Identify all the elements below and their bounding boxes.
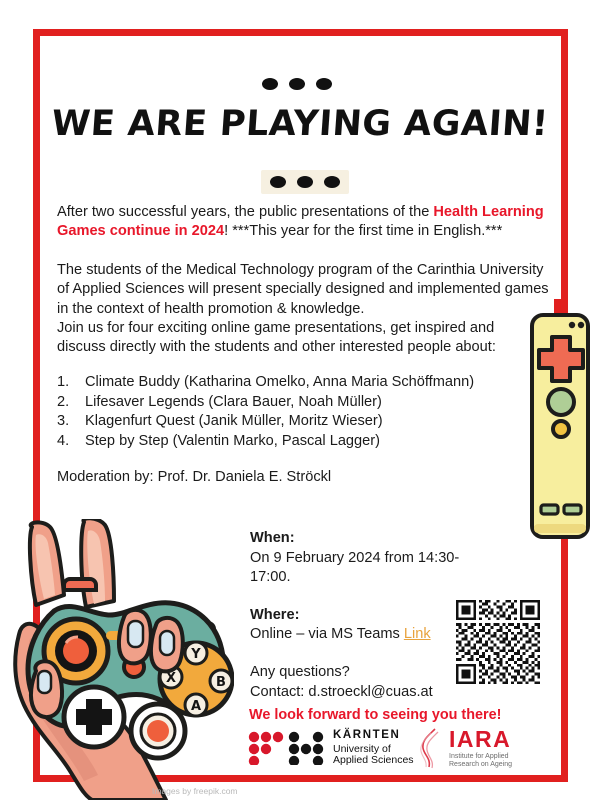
description-line: in the context of health promotion & knowledge. [57,300,365,317]
teams-link[interactable]: Link [403,626,431,643]
logo-row [248,726,558,776]
list-item-number: 4. [57,432,70,449]
wii-plus-button[interactable] [564,505,581,514]
game-list [57,373,527,451]
intro-highlight: Health Learning Games continue in 2024 [57,204,544,240]
gamepad-button-y-label: Y [191,647,201,662]
list-item-label: Climate Buddy (Katharina Omelko, Anna Maria Schöffmann) [85,374,475,390]
list-item-label: Lifesaver Legends (Clara Bauer, Noah Müller) [85,393,382,410]
qr-code[interactable] [450,594,546,690]
when-value: On 9 February 2024 from 14:30-17:00. [250,549,460,586]
list-item-number: 1. [57,374,70,390]
dot-icon [297,176,313,188]
list-item-label: Klagenfurt Quest (Janik Müller, Moritz Wieser) [85,413,383,430]
iara-name: IARA [449,726,512,752]
wii-sensor-dot-icon [569,322,575,328]
contact-value: Contact: d.stroeckl@cuas.at [250,683,433,700]
gamepad-button-a-label: A [190,699,202,714]
description-line: The students of the Medical Technology program of the Carinthia University [57,261,544,278]
dot-icon [289,78,305,90]
questions-label: Any questions? [250,663,350,680]
wii-a-button[interactable] [548,389,574,415]
list-item [57,373,527,393]
list-item-number: 3. [57,413,70,430]
hand-gamepad-illustration [6,519,234,800]
wii-sensor-dot-icon [578,322,584,328]
description-line: Join us for four exciting online game presentations, get inspired and [57,320,495,337]
description-line: discuss directly with the students and other interested people about: [57,339,496,356]
dots-decoration-top [262,78,332,90]
fingernail [160,631,174,655]
intro-paragraph [57,203,562,242]
dot-icon [270,176,286,188]
iara-swirl-icon [418,727,444,769]
list-item [57,412,527,432]
gamepad-right-stick[interactable] [147,720,169,742]
iara-wordmark [449,728,512,768]
intro-before: After two successful years, the public presentations of the [57,204,434,220]
closing-line: We look forward to seeing you there! [249,707,502,723]
list-item-label: Step by Step (Valentin Marko, Pascal Lagger) [85,432,381,449]
dot-icon [316,78,332,90]
gamepad-button-x-label: X [165,671,177,686]
fingernail [128,621,143,647]
cuas-wordmark [333,730,414,766]
thumbnail [38,671,51,693]
moderation-line: Moderation by: Prof. Dr. Daniela E. Ströckl [57,469,332,485]
wii-home-button[interactable] [553,421,569,437]
list-item [57,393,527,413]
wii-remote-illustration [524,299,598,543]
where-label: Where: [250,606,300,623]
dot-icon [324,176,340,188]
wii-minus-button[interactable] [541,505,558,514]
gamepad-left-bumper[interactable] [64,579,96,590]
iara-line2: Institute for Applied [449,753,509,760]
cuas-logo [248,730,414,766]
gamepad-button-b-label: B [216,675,226,690]
cuas-line3: Applied Sciences [333,754,414,766]
description-line: of Applied Sciences will present specially designed and implemented games [57,281,549,298]
dot-icon [262,78,278,90]
where-value: Online – via MS Teams [250,626,404,643]
where-group [250,606,480,645]
event-details [250,529,480,702]
list-item-number: 2. [57,393,70,410]
list-item [57,432,527,452]
iara-logo [418,727,512,769]
questions-group [250,663,480,702]
cuas-name: KÄRNTEN [333,729,401,741]
wii-bottom-band [534,524,586,533]
image-credit: Images by freepik.com [152,786,238,796]
iara-line3: Research on Ageing [449,761,513,768]
dots-decoration-bottom [261,170,349,194]
cuas-line2: University of [333,742,391,755]
cuas-dot-mark-icon [248,731,326,765]
when-label: When: [250,530,295,546]
poster-headline: WE ARE PLAYING AGAIN! [50,104,550,144]
when-group [250,529,480,588]
body-copy [57,203,562,358]
description-paragraph [57,261,562,358]
intro-after: ! ***This year for the first time in English.*** [224,223,503,240]
